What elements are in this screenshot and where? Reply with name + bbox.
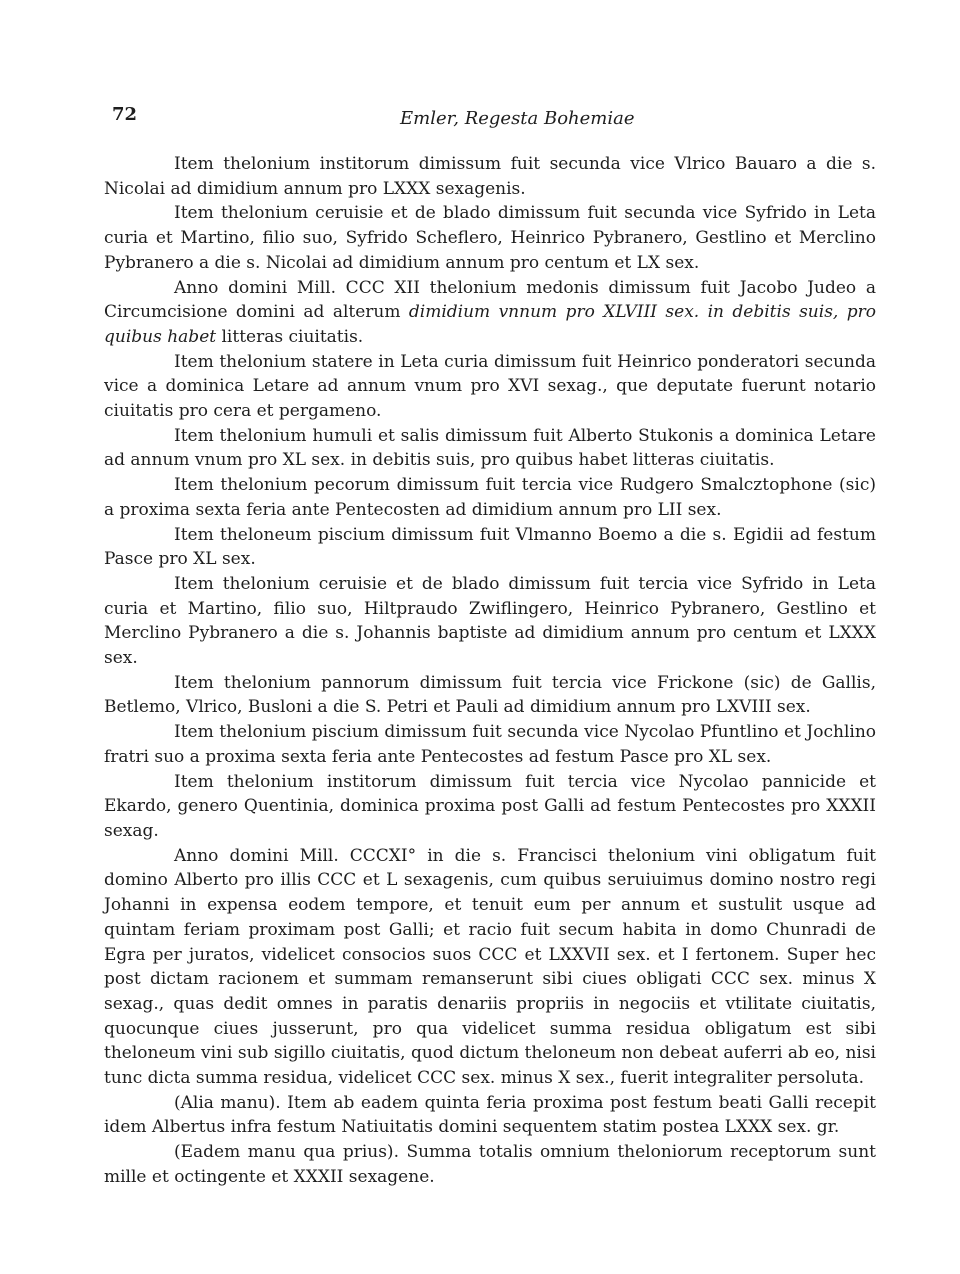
paragraph: Item thelonium piscium dimissum fuit secunda vice Nycolao Pfuntlino et Jochlino fratri suo a proxima sexta feria ante Pentecostes ad festum Pasce pro XL sex. (104, 722, 876, 767)
body-text (104, 152, 876, 1190)
paragraph: (Eadem manu qua prius). Summa totalis omnium theloniorum receptorum sunt mille et octingente et XXXII sexagene. (104, 1142, 876, 1187)
paragraph: Item thelonium humuli et salis dimissum fuit Alberto Stukonis a dominica Letare ad annum vnum pro XL sex. in debitis suis, pro quibus habet litteras ciuitatis. (104, 425, 876, 471)
paragraph: Item thelonium pannorum dimissum fuit tercia vice Frickone (sic) de Gallis, Betlemo, Vlrico, Busloni a die S. Petri et Pauli ad dimidium annum pro LXVIII sex. (104, 672, 876, 718)
paragraph-text: Anno domini Mill. CCC XII thelonium medonis dimissum fuit Jacobo Judeo a Circumcisione domini ad alterum (104, 277, 876, 323)
paragraph-text (699, 302, 707, 322)
italic-text: dimidium vnnum pro XLVIII sex. (408, 302, 700, 323)
paragraph: Anno domini Mill. CCCXI° in die s. Francisci thelonium vini obligatum fuit domino Alberto pro illis CCC et L sexagenis, cum quibus seruiuimus domino nostro regi Johanni in expensa eodem tempore, et tenuit eum per annum et sustulit usque ad quintam feriam proximam post Galli; et racio fuit secum habita in domo Chunradi de Egra per juratos, videlicet consocios suos CCC et LXXVII sex. et I fertonem. Super hec post dictam racionem et summam remanserunt sibi ciues obligati CCC sex. minus X sexag., quas dedit omnes in paratis denariis propriis in negociis et vtilitate ciuitatis, quocunque ciues jusserunt, pro qua videlicet summa residua obligatum est sibi theloneum vini sub sigillo ciuitatis, quod dictum theloneum non debeat auferri ab eo, nisi tunc dicta summa residua, videlicet CCC sex. minus X sex., fuerit integraliter persoluta. (104, 845, 876, 1089)
paragraph: Item thelonium statere in Leta curia dimissum fuit Heinrico ponderatori secunda vice a dominica Letare ad annum vnum pro XVI sexag., que deputate fuerunt notario ciuitatis pro cera et pergameno. (104, 351, 876, 422)
italic-text: in debitis suis, pro quibus habet (104, 302, 876, 347)
page-number: 72 (112, 104, 138, 125)
paragraph: Item thelonium ceruisie et de blado dimissum fuit tercia vice Syfrido in Leta curia et Martino, filio suo, Hiltpraudo Zwiflingero, Heinrico Pybranero, Gestlino et Merclino Pybranero a die s. Johannis baptiste ad dimidium annum pro centum et LXXX sex. (104, 573, 876, 669)
paragraph: Item thelonium institorum dimissum fuit tercia vice Nycolao pannicide et Ekardo, genero Quentinia, dominica proxima post Galli ad festum Pentecostes pro XXXII sexag. (104, 771, 876, 841)
paragraph: Item thelonium ceruisie et de blado dimissum fuit secunda vice Syfrido in Leta curia et Martino, filio suo, Syfrido Scheflero, Heinrico Pybranero, Gestlino et Merclino Pybranero a die s. Nicolai ad dimidium annum pro centum et LX sex. (104, 203, 876, 273)
paragraph (104, 276, 876, 350)
paragraph: Item theloneum piscium dimissum fuit Vlmanno Boemo a die s. Egidii ad festum Pasce pro XL sex. (104, 524, 876, 570)
paragraph: (Alia manu). Item ab eadem quinta feria proxima post festum beati Galli recepit idem Albertus infra festum Natiuitatis domini sequentem statim postea LXXX sex. gr. (104, 1092, 876, 1138)
paragraph-text: litteras ciuitatis. (216, 326, 364, 347)
paragraph: Item thelonium pecorum dimissum fuit tercia vice Rudgero Smalcztophone (sic) a proxima sexta feria ante Pentecosten ad dimidium annum pro LII sex. (104, 475, 876, 520)
running-title: Emler, Regesta Bohemiae (400, 108, 635, 129)
paragraph: Item thelonium institorum dimissum fuit secunda vice Vlrico Bauaro a die s. Nicolai ad dimidium annum pro LXXX sexagenis. (104, 154, 876, 199)
